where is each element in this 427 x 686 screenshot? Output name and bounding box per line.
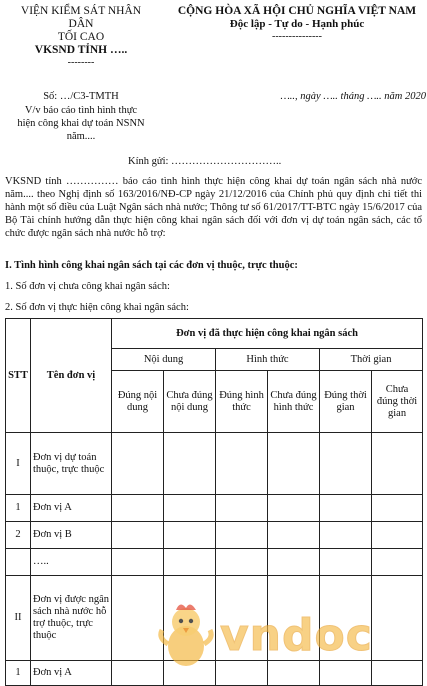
doc-subject-line3: năm....	[66, 131, 96, 143]
doc-subject-line2: hiện công khai dự toán NSNN	[17, 118, 145, 130]
header-stt: STT	[6, 319, 31, 433]
header-wrong-time: Chưa đúng thời gian	[372, 371, 423, 433]
table-row	[6, 433, 423, 495]
watermark	[150, 600, 373, 670]
intro-paragraph: VKSND tỉnh …………… báo cáo tình hình thực hiện công khai dự toán ngân sách nhà nước năm.... theo Nghị định số 163/2016/NĐ-CP ngày 21/12/2016 của Chính phủ quy định chi tiết thi hành một số điều của Luật Ngân sách nhà nước; Thông tư số 61/2017/TT-BTC ngày 15/6/2017 của Bộ Tài chính hướng dẫn thực hiện công khai ngân sách đối với đơn vị dự toán ngân sách, các tổ chức được ngân sách nhà nước hỗ trợ:	[5, 176, 422, 239]
header-correct-time: Đúng thời gian	[320, 371, 372, 433]
header-correct-form: Đúng hình thức	[216, 371, 268, 433]
row-stt	[6, 549, 31, 576]
header-form: Hình thức	[216, 349, 320, 371]
mascot-icon	[154, 600, 218, 670]
nation-title: CỘNG HÒA XÃ HỘI CHỦ NGHĨA VIỆT NAM	[177, 5, 417, 17]
header-wrong-content: Chưa đúng nội dung	[164, 371, 216, 433]
doc-reference	[6, 90, 156, 144]
row-unit-name: Đơn vị A	[31, 661, 112, 686]
motto-dashes: ---------------	[272, 31, 322, 42]
table-row	[6, 495, 423, 522]
recipient: Kính gửi: …………………………..	[128, 156, 282, 167]
agency-name-line2: DÂN	[68, 18, 94, 30]
header-time: Thời gian	[320, 349, 423, 371]
row-stt: I	[6, 433, 31, 495]
nation-header	[172, 5, 422, 42]
agency-dashes: --------	[67, 57, 95, 68]
doc-subject-line1: V/v báo cáo tình hình thực	[24, 105, 138, 117]
doc-number: Số: …/C3-TMTH	[43, 91, 119, 102]
section-heading: I. Tình hình công khai ngân sách tại các đơn vị thuộc, trực thuộc:	[5, 260, 298, 271]
nation-motto: Độc lập - Tự do - Hạnh phúc	[229, 18, 365, 30]
header-content: Nội dung	[112, 349, 216, 371]
row-unit-name: Đơn vị được ngân sách nhà nước hỗ trợ thuộc, trực thuộc	[31, 576, 112, 661]
item-unpublished: 1. Số đơn vị chưa công khai ngân sách:	[5, 281, 170, 292]
header-published-group: Đơn vị đã thực hiện công khai ngân sách	[112, 319, 423, 349]
doc-date: ….., ngày ….. tháng ….. năm 2020	[280, 91, 426, 102]
row-unit-name: …..	[31, 549, 112, 576]
agency-unit: VKSND TỈNH …..	[34, 44, 128, 56]
header-wrong-form: Chưa đúng hình thức	[268, 371, 320, 433]
agency-name-line1: VIỆN KIỂM SÁT NHÂN	[20, 5, 142, 17]
header-unit-name: Tên đơn vị	[31, 319, 112, 433]
row-stt: II	[6, 576, 31, 661]
table-header-row-1	[6, 319, 423, 349]
row-unit-name: Đơn vị dự toán thuộc, trực thuộc	[31, 433, 112, 495]
row-stt: 2	[6, 522, 31, 549]
watermark-text: vndoc	[220, 610, 373, 661]
table-row	[6, 549, 423, 576]
agency-name-line3: TỐI CAO	[57, 31, 105, 43]
item-published: 2. Số đơn vị thực hiện công khai ngân sách:	[5, 302, 189, 313]
header-correct-content: Đúng nội dung	[112, 371, 164, 433]
row-unit-name: Đơn vị B	[31, 522, 112, 549]
agency-header	[6, 5, 156, 68]
row-unit-name: Đơn vị A	[31, 495, 112, 522]
table-row	[6, 522, 423, 549]
row-stt: 1	[6, 495, 31, 522]
row-stt: 1	[6, 661, 31, 686]
